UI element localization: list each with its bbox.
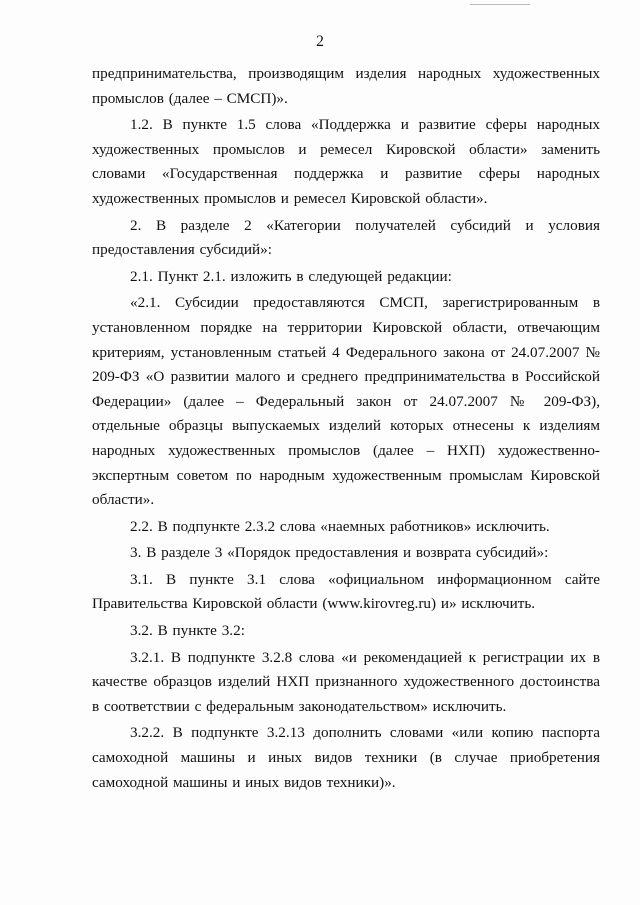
paragraph-3-2-1: 3.2.1. В подпункте 3.2.8 слова «и рекомендацией к регистрации их в качестве образцов изделий НХП признанного художественного достоинства в соответствии с федеральным законодательством» исключить. bbox=[92, 648, 600, 715]
paragraph-2-1-quote: «2.1. Субсидии предоставляются СМСП, зарегистрированным в установленном порядке на территории Кировской области, отвечающим критериям, установленным статьей 4 Федерального закона от 24.07.2007 № 209-ФЗ «О развитии малого и среднего предпринимательства в Российской Федерации» (далее – Федеральный закон от 24.07.2007 № 209-ФЗ), отдельные образцы выпускаемых изделий которых отнесены к изделиям народных художественных промыслов (далее – НХП) художественно-экспертным советом по народным художественным промыслам Кировской области». bbox=[92, 294, 600, 509]
paragraph-3-2: 3.2. В пункте 3.2: bbox=[130, 622, 245, 640]
paragraph-3-2-2: 3.2.2. В подпункте 3.2.13 дополнить словами «или копию паспорта самоходной машины и иных видов техники (в случае приобретения самоходной машины и иных видов техники)». bbox=[92, 724, 600, 791]
paragraph-continuation: предпринимательства, производящим изделия народных художественных промыслов (далее – СМСП)». bbox=[92, 65, 600, 107]
paragraph-2-1: 2.1. Пункт 2.1. изложить в следующей редакции: bbox=[130, 267, 452, 285]
page-number: 2 bbox=[316, 33, 324, 50]
paragraph-3: 3. В разделе 3 «Порядок предоставления и возврата субсидий»: bbox=[130, 544, 549, 562]
paragraph-1-2: 1.2. В пункте 1.5 слова «Поддержка и развитие сферы народных художественных промыслов и ремесел Кировской области» заменить словами «Государственная поддержка и развитие сферы народных художественных промыслов и ремесел Кировской области». bbox=[92, 116, 600, 207]
paragraph-2-2: 2.2. В подпункте 2.3.2 слова «наемных работников» исключить. bbox=[130, 517, 550, 535]
scan-artifact bbox=[470, 4, 530, 5]
paragraph-3-1: 3.1. В пункте 3.1 слова «официальном информационном сайте Правительства Кировской области (www.kirovreg.ru) и» исключить. bbox=[92, 570, 600, 613]
document-body bbox=[92, 62, 600, 795]
paragraph-2: 2. В разделе 2 «Категории получателей субсидий и условия предоставления субсидий»: bbox=[92, 216, 600, 259]
